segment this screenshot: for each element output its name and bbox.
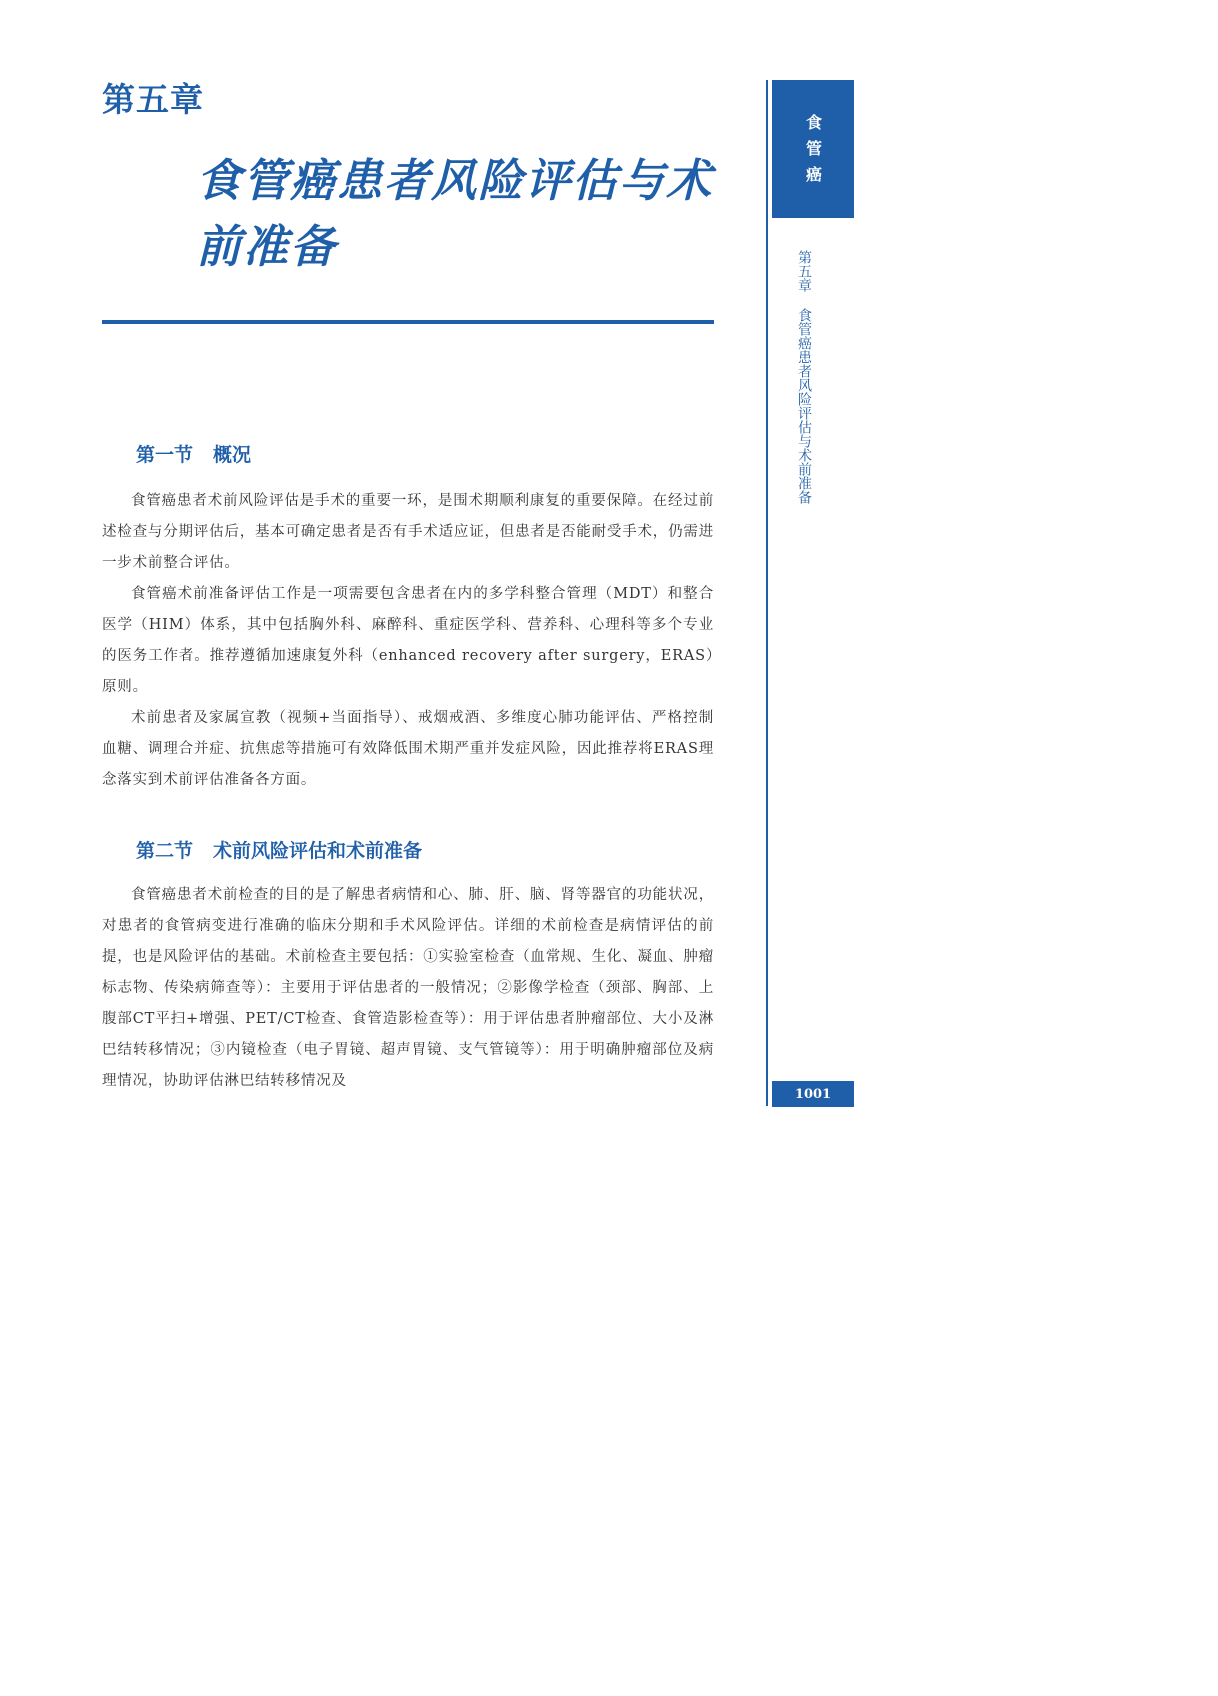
section-heading-2 xyxy=(136,836,422,863)
section-number: 第二节 xyxy=(136,840,194,862)
page-number: 1001 xyxy=(794,1086,832,1102)
section-number: 第一节 xyxy=(136,444,194,466)
side-tab-label: 食管癌 xyxy=(803,114,823,192)
running-header xyxy=(796,250,812,504)
chapter-label: 第五章 xyxy=(102,80,204,119)
paragraph: 食管癌患者术前风险评估是手术的重要一环，是围术期顺利康复的重要保障。在经过前述检查与分期评估后，基本可确定患者是否有手术适应证，但患者是否能耐受手术，仍需进一步术前整合评估。 xyxy=(102,493,714,571)
section-title: 术前风险评估和术前准备 xyxy=(213,840,423,862)
section-body-2 xyxy=(102,880,714,1097)
running-header-chapter: 第五章 xyxy=(796,250,812,292)
paragraph: 术前患者及家属宣教（视频+当面指导）、戒烟戒酒、多维度心肺功能评估、严格控制血糖、调理合并症、抗焦虑等措施可有效降低围术期严重并发症风险，因此推荐将ERAS理念落实到术前评估准备各方面。 xyxy=(102,710,714,788)
paragraph: 食管癌术前准备评估工作是一项需要包含患者在内的多学科整合管理（MDT）和整合医学（HIM）体系，其中包括胸外科、麻醉科、重症医学科、营养科、心理科等多个专业的医务工作者。推荐遵循加速康复外科（enhanced recovery after surgery，ERAS）原则。 xyxy=(102,586,714,695)
paragraph: 食管癌患者术前检查的目的是了解患者病情和心、肺、肝、脑、肾等器官的功能状况，对患者的食管病变进行准确的临床分期和手术风险评估。详细的术前检查是病情评估的前提，也是风险评估的基础。术前检查主要包括：①实验室检查（血常规、生化、凝血、肿瘤标志物、传染病筛查等）：主要用于评估患者的一般情况；②影像学检查（颈部、胸部、上腹部CT平扫+增强、PET/CT检查、食管造影检查等）：用于评估患者肿瘤部位、大小及淋巴结转移情况；③内镜检查（电子胃镜、超声胃镜、支气管镜等）：用于明确肿瘤部位及病理情况，协助评估淋巴结转移情况及 xyxy=(102,887,714,1089)
margin-rule xyxy=(766,80,768,1106)
section-title: 概况 xyxy=(213,444,252,466)
page-number-box xyxy=(772,1081,854,1107)
section-heading-1 xyxy=(136,440,251,467)
running-header-title: 食管癌患者风险评估与术前准备 xyxy=(796,308,812,504)
chapter-title: 食管癌患者风险评估与术前准备 xyxy=(196,154,714,273)
side-tab xyxy=(772,80,854,218)
section-body-1 xyxy=(102,486,714,796)
title-divider xyxy=(102,320,714,324)
